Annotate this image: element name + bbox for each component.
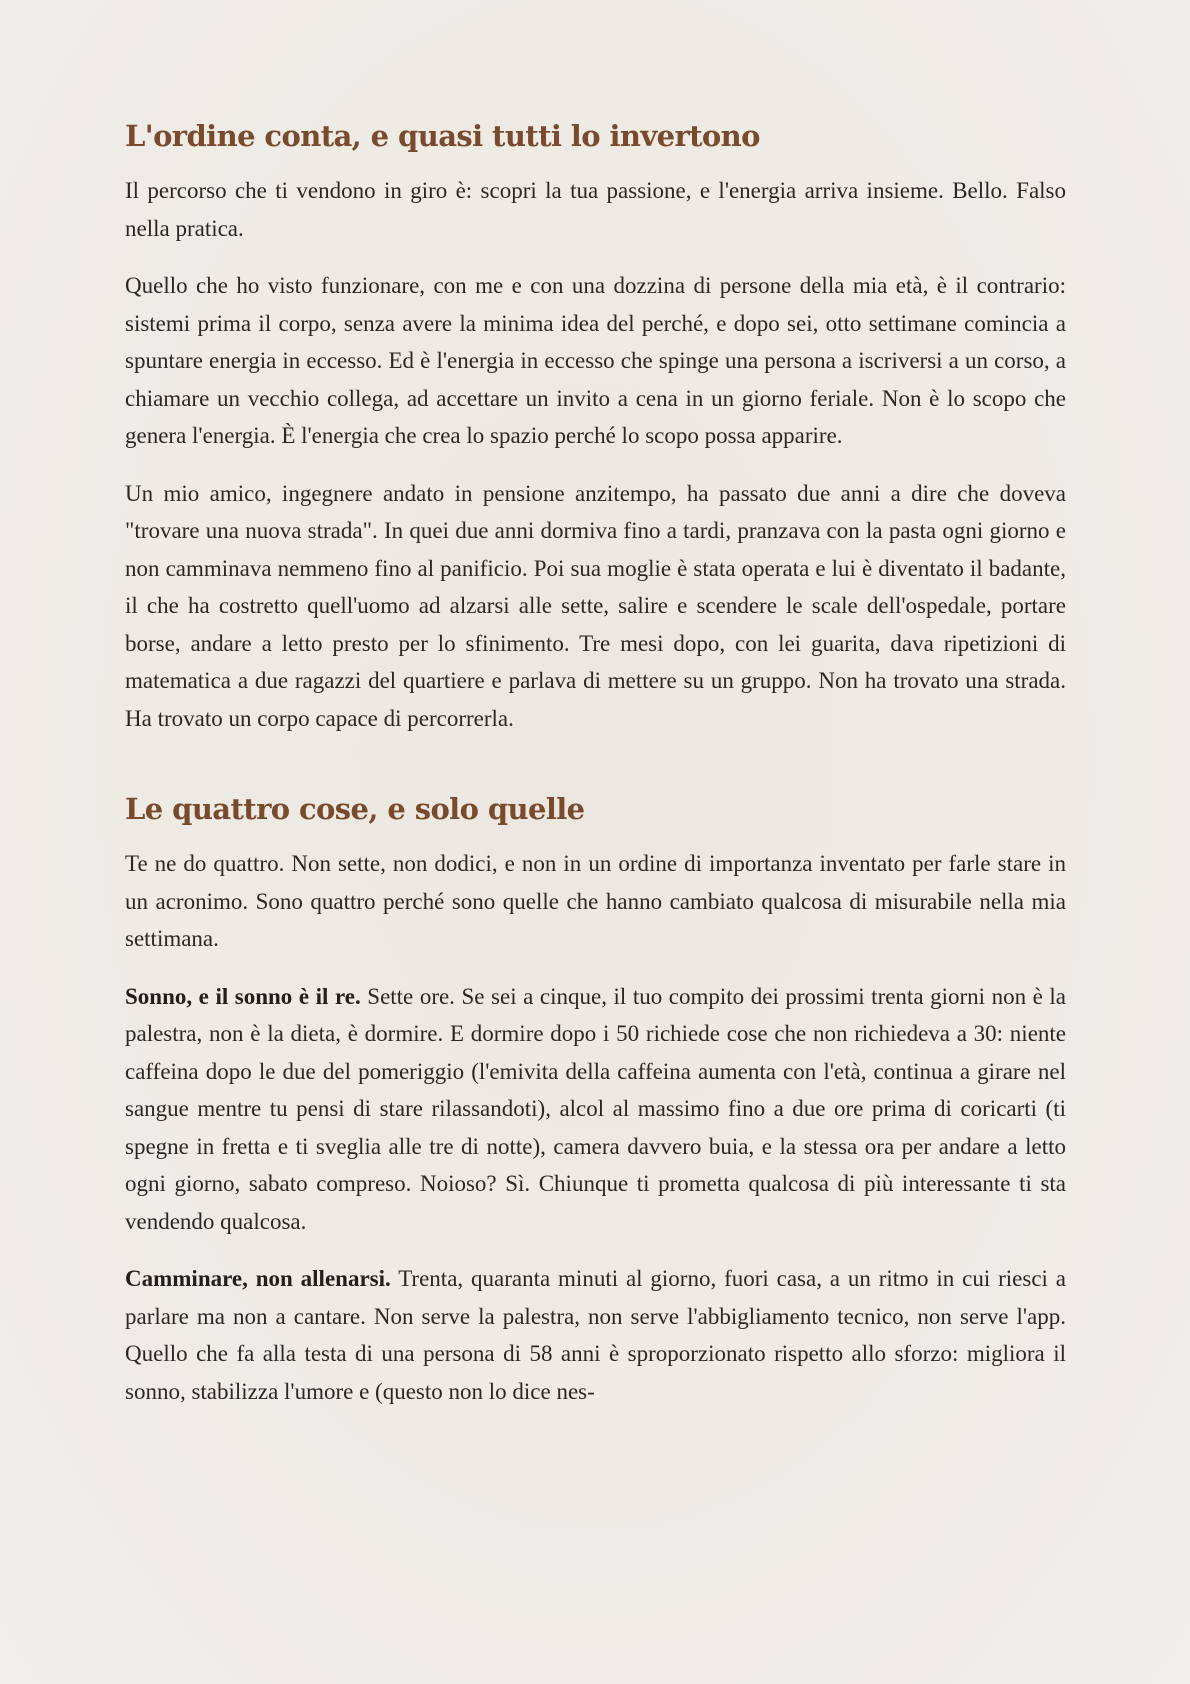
paragraph: Te ne do quattro. Non sette, non dodici, e non in un ordine di importanza inventato per farle stare in un acronimo. Sono quattro perché sono quelle che hanno cambiato qualcosa di misurabile nella mia settimana. — [125, 851, 1066, 951]
item-lead: Camminare, non allenarsi. — [125, 1266, 391, 1291]
paragraph: Il percorso che ti vendono in giro è: scopri la tua passione, e l'energia arriva insieme. Bello. Falso nella pratica. — [125, 178, 1066, 241]
item-lead: Sonno, e il sonno è il re. — [125, 983, 361, 1009]
section-heading: Le quattro cose, e solo quelle — [125, 792, 585, 826]
paragraph: Un mio amico, ingegnere andato in pensione anzitempo, ha passato due anni a dire che doveva "trovare una nuova strada". In quei due anni dormiva fino a tardi, pranzava con la pasta ogni giorno e non camminava nemmeno fino al panificio. Poi sua moglie è stata operata e lui è diventato il badante, il che ha costretto quell'uomo ad alzarsi alle sette, salire e scendere le scale dell'ospedale, portare borse, andare a letto presto per lo sfinimento. Tre mesi dopo, con lei guarita, dava ripetizioni di matematica a due ragazzi del quartiere e parlava di mettere su un gruppo. Non ha trovato una strada. Ha trovato un corpo capace di percorrerla. — [125, 480, 1066, 731]
list-item-paragraph — [125, 1260, 1066, 1410]
section-heading: L'ordine conta, e quasi tutti lo invertono — [125, 119, 760, 153]
list-item-paragraph — [125, 978, 1066, 1241]
paragraph: Quello che ho visto funzionare, con me e con una dozzina di persone della mia età, è il contrario: sistemi prima il corpo, senza avere la minima idea del perché, e dopo sei, otto settimane comincia a spuntare energia in eccesso. Ed è l'energia in eccesso che spinge una persona a iscriversi a un corso, a chiamare un vecchio collega, ad accettare un invito a cena in un giorno feriale. Non è lo scopo che genera l'energia. È l'energia che crea lo spazio perché lo scopo possa apparire. — [125, 273, 1066, 448]
item-text: Trenta, quaranta minuti al giorno, fuori casa, a un ritmo in cui riesci a parlare ma non a cantare. Non serve la palestra, non serve l'abbigliamento tecnico, non serve l'app. Quello che fa alla testa di una persona di 58 anni è sproporzionato rispetto allo sforzo: migliora il sonno, stabilizza l'umore e (questo non lo dice nes- — [125, 1266, 1066, 1404]
item-text: Sette ore. Se sei a cinque, il tuo compito dei prossimi trenta giorni non è la palestra, non è la dieta, è dormire. E dormire dopo i 50 richiede cose che non richiedeva a 30: niente caffeina dopo le due del pomeriggio (l'emivita della caffeina aumenta con l'età, continua a girare nel sangue mentre tu pensi di stare rilassandoti), alcol al massimo fino a due ore prima di coricarti (ti spegne in fretta e ti sveglia alle tre di notte), camera davvero buia, e la stessa ora per andare a letto ogni giorno, sabato compreso. Noioso? Sì. Chiunque ti prometta qualcosa di più interessante ti sta vendendo qualcosa. — [125, 983, 1066, 1234]
